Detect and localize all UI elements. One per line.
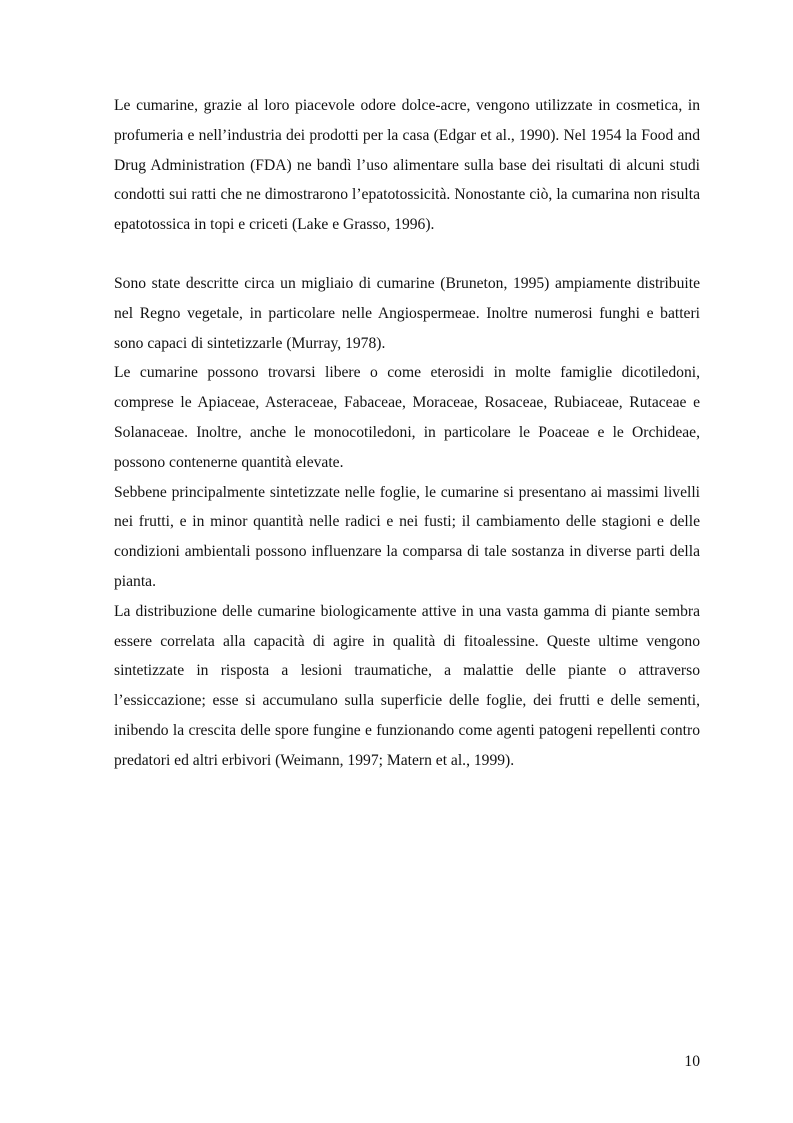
paragraph-2: Sono state descritte circa un migliaio di cumarine (Bruneton, 1995) ampiamente distribuite nel Regno vegetale, in particolare nelle Angiospermeae. Inoltre numerosi funghi e batteri sono capaci di sintetizzarle (Murray, 1978). bbox=[114, 274, 700, 352]
paragraph-4: Sebbene principalmente sintetizzate nelle foglie, le cumarine si presentano ai massimi livelli nei frutti, e in minor quantità nelle radici e nei fusti; il cambiamento delle stagioni e delle condizioni ambientali possono influenzare la comparsa di tale sostanza in diverse parti della pianta. bbox=[114, 483, 700, 590]
paragraph-3: Le cumarine possono trovarsi libere o come eterosidi in molte famiglie dicotiledoni, comprese le Apiaceae, Asteraceae, Fabaceae, Moraceae, Rosaceae, Rubiaceae, Rutaceae e Solanaceae. Inoltre, anche le monocotiledoni, in particolare le Poaceae e le Orchideae, possono contenerne quantità elevate. bbox=[114, 364, 700, 471]
paragraph-1: Le cumarine, grazie al loro piacevole odore dolce-acre, vengono utilizzate in cosmetica, in profumeria e nell’industria dei prodotti per la casa (Edgar et al., 1990). Nel 1954 la Food and Drug Administration (FDA) ne bandì l’uso alimentare sulla base dei risultati di alcuni studi condotti sui ratti che ne dimostrarono l’epatotossicità. Nonostante ciò, la cumarina non risulta epatotossica in topi e criceti (Lake e Grasso, 1996). bbox=[114, 97, 700, 234]
page-number: 10 bbox=[684, 1053, 700, 1070]
body-text bbox=[114, 91, 700, 776]
paragraph-5: La distribuzione delle cumarine biologicamente attive in una vasta gamma di piante sembra essere correlata alla capacità di agire in qualità di fitoalessine. Queste ultime vengono sintetizzate in risposta a lesioni traumatiche, a malattie delle piante o attraverso l’essiccazione; esse si accumulano sulla superficie delle foglie, dei frutti e delle sementi, inibendo la crescita delle spore fungine e funzionando come agenti patogeni repellenti contro predatori ed altri erbivori (Weimann, 1997; Matern et al., 1999). bbox=[114, 602, 700, 769]
